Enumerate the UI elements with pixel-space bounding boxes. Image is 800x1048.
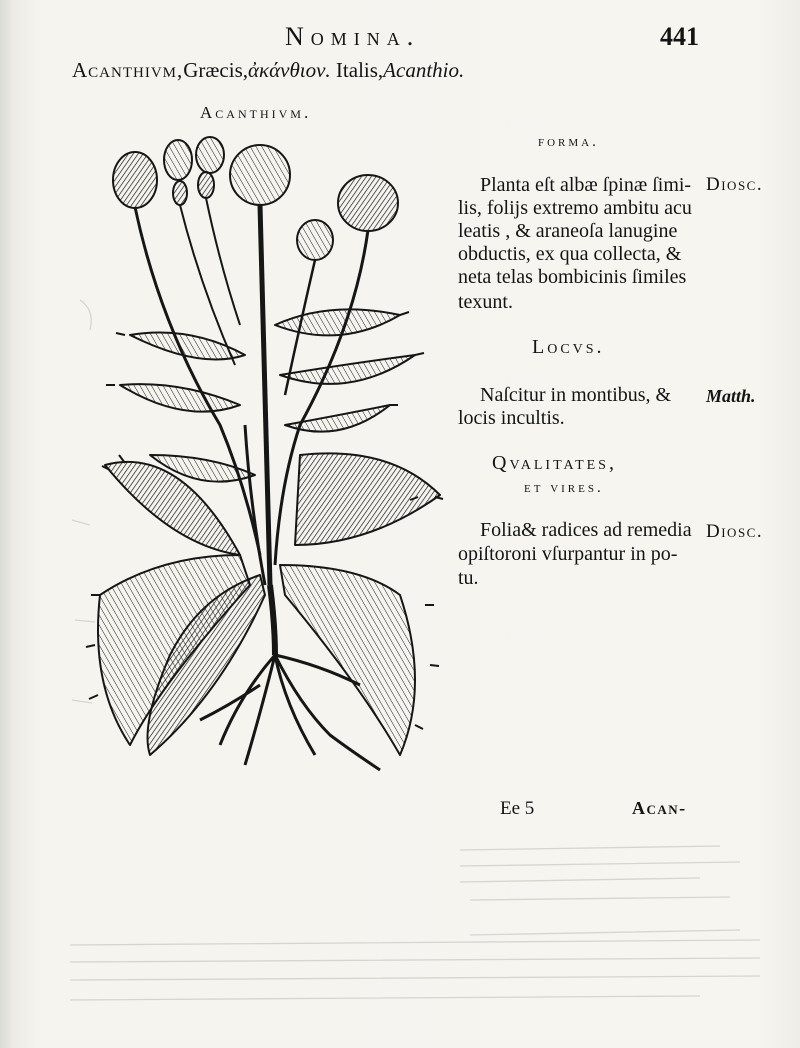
- locus-line: locis incultis.: [458, 407, 565, 429]
- latin-name: Acanthivm,: [72, 58, 184, 82]
- plant-names-line: [72, 58, 464, 83]
- running-header-title: Nomina.: [285, 22, 421, 51]
- plant-caption: Acanthivm.: [200, 103, 312, 122]
- qualitates-line: tu.: [458, 567, 479, 589]
- signature-mark: Ee 5: [500, 798, 535, 819]
- margin-note-dioscorides: Diosc.: [706, 174, 764, 195]
- margin-note-dioscorides-2: Diosc.: [706, 521, 764, 542]
- forma-line: Planta eſt albæ ſpinæ ſimi-: [480, 174, 692, 196]
- locus-line: Naſcitur in montibus, &: [480, 384, 672, 406]
- section-heading-qualitates: Qvalitates,: [492, 452, 617, 474]
- forma-line: texunt.: [458, 291, 513, 313]
- page-number: 441: [660, 22, 699, 51]
- forma-line: obductis, ex qua collecta, &: [458, 243, 682, 265]
- qualitates-line: Folia& radices ad remedia: [480, 519, 692, 541]
- forma-line: lis, folijs extremo ambitu acu: [458, 197, 692, 219]
- italis-label: Italis,: [335, 58, 384, 82]
- greek-name: ἀκάνθιον.: [248, 58, 331, 82]
- forma-line: leatis , & araneoſa lanugine: [458, 220, 678, 242]
- thistle-woodcut-illustration: [70, 125, 450, 780]
- forma-line: neta telas bombicinis ſimiles: [458, 266, 687, 288]
- section-heading-et-vires: et vires.: [524, 480, 604, 496]
- catchword: Acan-: [632, 798, 687, 818]
- qualitates-line: opiſtoroni vſurpantur in po-: [458, 543, 678, 565]
- section-heading-forma: forma.: [538, 134, 599, 150]
- margin-note-matthiolus: Matth.: [706, 386, 756, 406]
- graecis-label: Græcis,: [183, 58, 248, 82]
- italian-name: Acanthio.: [383, 58, 465, 82]
- section-heading-locus: Locvs.: [532, 336, 605, 358]
